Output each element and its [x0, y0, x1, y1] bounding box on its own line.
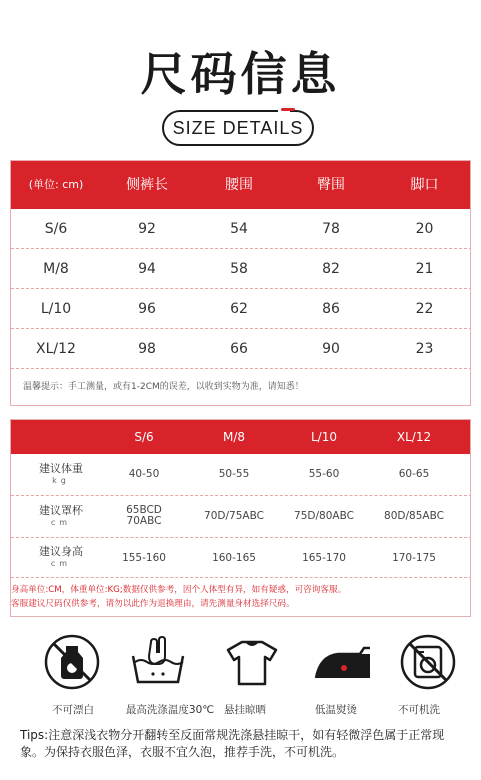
size-table-header: [11, 161, 470, 209]
reference-note: 身高单位:CM，体重单位:KG;数据仅供参考，因个人体型有异，如有疑惑，可咨询客服。: [11, 585, 347, 595]
row-label-text: 建议体重: [39, 462, 83, 475]
recommend-table-header: [11, 420, 470, 454]
table-row: [11, 209, 471, 249]
value-cell: 165-170: [302, 552, 346, 564]
row-unit: cm: [50, 559, 72, 568]
care-label: 低温熨烫: [315, 704, 357, 716]
value-cell: 96: [138, 301, 156, 317]
measurement-note: 温馨提示：手工测量，或有1-2CM的误差，以收到实物为准，请知悉！: [23, 382, 304, 392]
table-row: [11, 454, 471, 496]
value-cell: 55-60: [308, 468, 340, 480]
recommend-table: [10, 419, 471, 617]
care-tips: Tips:注意深浅衣物分开翻转至反面常规洗涤悬挂晾干，如有轻微浮色属于正常现象。为保持衣服色泽，衣服不宜久泡，推荐手洗，不可机洗。: [20, 728, 445, 759]
value-cell: 21: [415, 261, 434, 277]
value-cell: 58: [230, 261, 248, 277]
size-cell: M/8: [43, 261, 69, 277]
value-cell: 78: [322, 221, 340, 237]
row-label: [31, 505, 91, 529]
value-cell: 160-165: [212, 552, 256, 564]
value-cell: 66: [230, 341, 248, 357]
value-cell: 23: [415, 341, 434, 357]
wash-30-icon: [118, 634, 198, 690]
care-label: 不可漂白: [52, 704, 94, 716]
value-cell: 70D/75ABC: [204, 510, 264, 522]
row-label: [31, 546, 91, 570]
value-cell: 75D/80ABC: [294, 510, 354, 522]
size-table: [10, 160, 471, 406]
value-cell: 170-175: [392, 552, 436, 564]
value-cell: 98: [138, 341, 156, 357]
col-header: 臀围: [317, 177, 345, 193]
table-row: [11, 538, 471, 578]
value-cell: 92: [138, 221, 156, 237]
value-cell: 86: [322, 301, 340, 317]
row-unit: kg: [52, 476, 70, 485]
value-cell: 94: [138, 261, 156, 277]
value-cell: 60-65: [398, 468, 430, 480]
page-title: 尺码信息: [140, 47, 341, 101]
care-label: 悬挂晾晒: [224, 704, 266, 716]
value-cell: 54: [230, 221, 248, 237]
table-row: [11, 249, 471, 289]
row-label-text: 建议罩杯: [39, 504, 83, 517]
subtitle-pill: SIZE DETAILS: [162, 110, 314, 146]
col-header: 侧裤长: [126, 177, 168, 193]
size-cell: XL/12: [36, 341, 76, 357]
care-label: 不可机洗: [398, 704, 440, 716]
value-cell: 20: [415, 221, 434, 237]
value-cell: 62: [230, 301, 248, 317]
care-label: 最高洗涤温度30℃: [125, 704, 215, 716]
table-row: [11, 329, 471, 369]
size-cell: L/10: [40, 301, 72, 317]
size-header: S/6: [134, 430, 154, 444]
value-cell: 82: [322, 261, 340, 277]
value-cell: 50-55: [218, 468, 250, 480]
value-cell: 155-160: [122, 552, 166, 564]
size-header: M/8: [222, 430, 246, 444]
table-row: [11, 496, 471, 538]
col-header: 脚口: [410, 177, 439, 193]
low-iron-icon: [303, 634, 383, 690]
value-cell: 40-50: [128, 468, 160, 480]
row-label: [31, 463, 91, 487]
pill-accent: [281, 108, 295, 111]
value-cell: 90: [322, 341, 340, 357]
size-header: L/10: [311, 430, 337, 444]
unit-label: (单位: cm): [28, 178, 84, 191]
value-cell: 65BCD 70ABC: [126, 504, 162, 527]
hang-dry-icon: [212, 634, 292, 690]
col-header: 腰围: [225, 177, 253, 193]
value-cell: 80D/85ABC: [384, 510, 444, 522]
no-machine-wash-icon: [388, 634, 468, 690]
size-header: XL/12: [396, 430, 432, 444]
value-cell: 22: [415, 301, 434, 317]
reference-note: 客服建议尺码仅供参考，请勿以此作为退换理由，请先测量身材选择尺码。: [11, 599, 295, 609]
row-unit: cm: [50, 518, 72, 527]
row-label-text: 建议身高: [39, 545, 83, 558]
size-cell: S/6: [44, 221, 68, 237]
table-row: [11, 289, 471, 329]
no-bleach-icon: [32, 634, 112, 690]
